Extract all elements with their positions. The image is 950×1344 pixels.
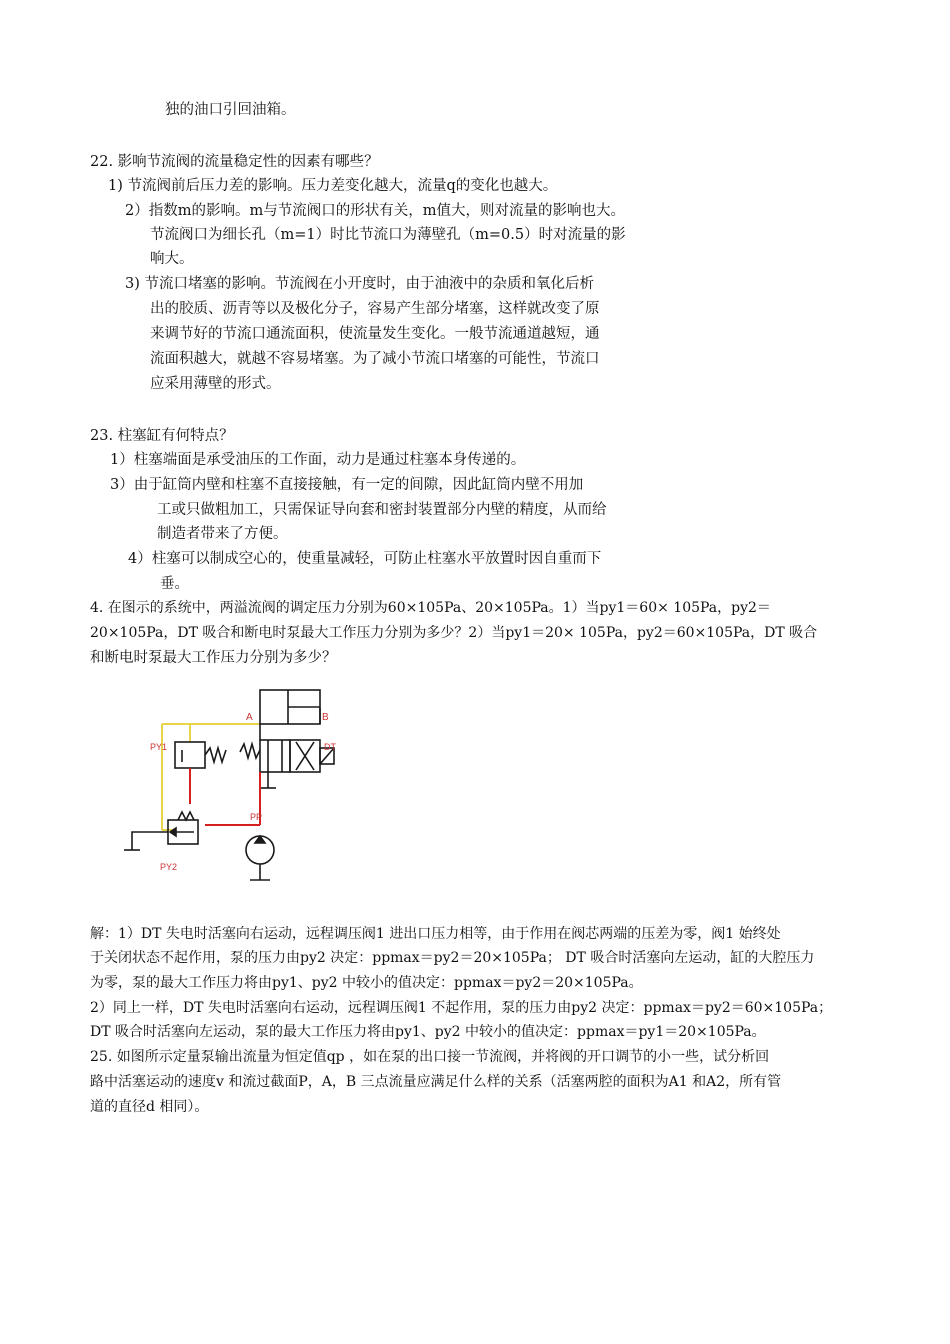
q22-item-3-line-5: 应采用薄壁的形式。 <box>150 376 281 392</box>
q22-item-2-line-2: 节流阀口为细长孔（m=1）时比节流口为薄壁孔（m=0.5）时对流量的影 <box>150 227 626 243</box>
q22-item-3-line-3: 来调节好的节流口通流面积，使流量发生变化。一般节流通道越短，通 <box>150 326 600 342</box>
label-b: B <box>322 712 329 723</box>
q21-continuation: 独的油口引回油箱。 <box>165 102 296 118</box>
q4-line-3: 和断电时泵最大工作压力分别为多少？ <box>90 650 337 666</box>
q22-item-2-line-3: 响大。 <box>150 251 194 267</box>
q23-item-1: 1）柱塞端面是承受油压的工作面，动力是通过柱塞本身传递的。 <box>110 452 526 468</box>
label-pp: PP <box>250 812 263 822</box>
label-py1: PY1 <box>150 742 168 752</box>
directional-valve <box>240 740 334 788</box>
q22-item-2-line-1: 2）指数m的影响。m与节流阀口的形状有关，m值大，则对流量的影响也大。 <box>125 203 625 219</box>
q23-item-3-line-1: 3）由于缸筒内壁和柱塞不直接接触，有一定的间隙，因此缸筒内壁不用加 <box>110 477 584 493</box>
pump <box>246 836 274 880</box>
q23-item-3-line-3: 制造者带来了方便。 <box>157 526 288 542</box>
solution-line-1: 解：1）DT 失电时活塞向右运动，远程调压阀1 进出口压力相等，由于作用在阀芯两端的压差为零，阀1 始终处 <box>90 926 781 942</box>
hydraulic-circuit-diagram <box>120 680 350 895</box>
q23-title: 23. 柱塞缸有何特点？ <box>90 428 234 444</box>
solution-line-4: 2）同上一样，DT 失电时活塞向右运动，远程调压阀1 不起作用，泵的压力由py2 决定：ppmax＝py2＝60×105Pa； <box>90 1000 833 1016</box>
q25-line-2: 路中活塞运动的速度v 和流过截面P，A，B 三点流量应满足什么样的关系（活塞两腔的面积为A1 和A2，所有管 <box>90 1074 782 1090</box>
solution-line-2: 于关闭状态不起作用，泵的压力由py2 决定：ppmax＝py2＝20×105Pa； DT 吸合时活塞向左运动，缸的大腔压力 <box>90 950 815 966</box>
solution-line-3: 为零，泵的最大工作压力将由py1、py2 中较小的值决定：ppmax＝py2＝20×105Pa。 <box>90 975 643 991</box>
q22-item-3-line-4: 流面积越大，就越不容易堵塞。为了减小节流口堵塞的可能性，节流口 <box>150 351 600 367</box>
label-dt: DT <box>324 742 336 752</box>
q23-item-3-line-2: 工或只做粗加工，只需保证导向套和密封装置部分内壁的精度，从而给 <box>157 502 607 518</box>
relief-valve-1 <box>175 742 226 768</box>
label-py2: PY2 <box>160 862 178 872</box>
solution-line-5: DT 吸合时活塞向左运动，泵的最大工作压力将由py1、py2 中较小的值决定：ppmax＝py1＝20×105Pa。 <box>90 1024 766 1040</box>
q22-item-3-line-1: 3) 节流口堵塞的影响。节流阀在小开度时，由于油液中的杂质和氧化后析 <box>125 276 594 292</box>
q25-line-3: 道的直径d 相同）。 <box>90 1099 209 1115</box>
q23-item-4-line-2: 垂。 <box>160 576 189 592</box>
q22-item-3-line-2: 出的胶质、沥青等以及极化分子，容易产生部分堵塞，这样就改变了原 <box>150 301 600 317</box>
q22-title: 22. 影响节流阀的流量稳定性的因素有哪些？ <box>90 154 379 170</box>
q4-line-2: 20×105Pa，DT 吸合和断电时泵最大工作压力分别为多少？2）当py1＝20× 105Pa，py2＝60×105Pa，DT 吸合 <box>90 625 818 641</box>
q22-item-1: 1) 节流阀前后压力差的影响。压力差变化越大，流量q的变化也越大。 <box>108 178 558 194</box>
q4-line-1: 4. 在图示的系统中，两溢流阀的调定压力分别为60×105Pa、20×105Pa。1）当py1＝60× 105Pa，py2＝ <box>90 600 771 616</box>
pilot-lines <box>162 724 263 830</box>
hydraulic-cylinder <box>260 690 320 740</box>
q25-line-1: 25. 如图所示定量泵输出流量为恒定值qp ，如在泵的出口接一节流阀，并将阀的开口调节的小一些，试分析回 <box>90 1049 770 1065</box>
q23-item-4-line-1: 4）柱塞可以制成空心的，使重量减轻，可防止柱塞水平放置时因自重而下 <box>128 551 602 567</box>
label-a: A <box>246 712 253 723</box>
